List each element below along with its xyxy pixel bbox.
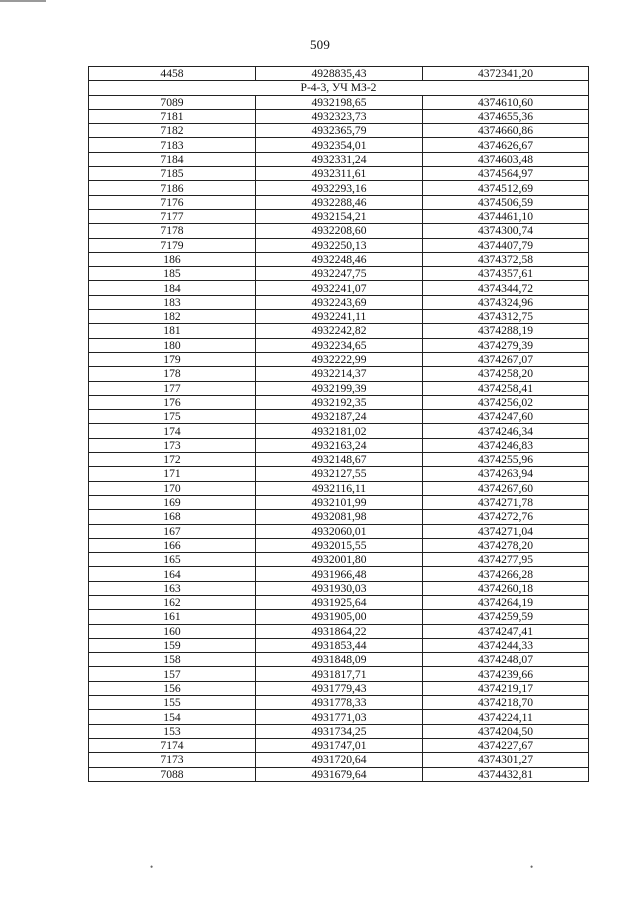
x-coordinate-cell: 4931925,64 [256,595,423,609]
x-coordinate-cell: 4931734,25 [256,724,423,738]
point-number-cell: 178 [89,367,256,381]
y-coordinate-cell: 4374564,97 [423,167,589,181]
point-number-cell: 7186 [89,181,256,195]
y-coordinate-cell: 4374279,39 [423,338,589,352]
x-coordinate-cell: 4931864,22 [256,624,423,638]
point-number-cell: 162 [89,595,256,609]
y-coordinate-cell: 4374271,78 [423,495,589,509]
y-coordinate-cell: 4374300,74 [423,224,589,238]
x-coordinate-cell: 4932187,24 [256,410,423,424]
x-coordinate-cell: 4932148,67 [256,453,423,467]
y-coordinate-cell: 4374272,76 [423,510,589,524]
x-coordinate-cell: 4932241,11 [256,310,423,324]
point-number-cell: 7185 [89,167,256,181]
table-row [89,538,589,552]
x-coordinate-cell: 4932293,16 [256,181,423,195]
point-number-cell: 183 [89,295,256,309]
y-coordinate-cell: 4374267,60 [423,481,589,495]
y-coordinate-cell: 4374324,96 [423,295,589,309]
x-coordinate-cell: 4932116,11 [256,481,423,495]
point-number-cell: 173 [89,438,256,452]
point-number-cell: 163 [89,581,256,595]
table-row [89,395,589,409]
table-row [89,767,589,781]
section-title: Р-4-3, УЧ МЗ-2 [89,81,589,95]
y-coordinate-cell: 4374224,11 [423,710,589,724]
y-coordinate-cell: 4374312,75 [423,310,589,324]
point-number-cell: 7184 [89,152,256,166]
y-coordinate-cell: 4374512,69 [423,181,589,195]
x-coordinate-cell: 4932331,24 [256,152,423,166]
table-row [89,181,589,195]
table-row [89,209,589,223]
x-coordinate-cell: 4932248,46 [256,252,423,266]
table-row [89,724,589,738]
table-row [89,481,589,495]
table-row [89,281,589,295]
y-coordinate-cell: 4374271,04 [423,524,589,538]
y-coordinate-cell: 4374239,66 [423,667,589,681]
point-number-cell: 180 [89,338,256,352]
y-coordinate-cell: 4374655,36 [423,109,589,123]
y-coordinate-cell: 4374506,59 [423,195,589,209]
x-coordinate-cell: 4931817,71 [256,667,423,681]
table-row [89,595,589,609]
table-row [89,195,589,209]
table-row [89,338,589,352]
x-coordinate-cell: 4931848,09 [256,653,423,667]
x-coordinate-cell: 4932222,99 [256,352,423,366]
y-coordinate-cell: 4374372,58 [423,252,589,266]
y-coordinate-cell: 4374247,41 [423,624,589,638]
table-row [89,152,589,166]
x-coordinate-cell: 4931966,48 [256,567,423,581]
table-row [89,438,589,452]
y-coordinate-cell: 4374278,20 [423,538,589,552]
y-coordinate-cell: 4374246,83 [423,438,589,452]
point-number-cell: 157 [89,667,256,681]
table-row [89,681,589,695]
x-coordinate-cell: 4932323,73 [256,109,423,123]
point-number-cell: 168 [89,510,256,524]
y-coordinate-cell: 4374277,95 [423,553,589,567]
table-row [89,653,589,667]
y-coordinate-cell: 4374227,67 [423,738,589,752]
x-coordinate-cell: 4932154,21 [256,209,423,223]
x-coordinate-cell: 4932234,65 [256,338,423,352]
table-row [89,710,589,724]
section-header-row [89,81,589,95]
table-row [89,467,589,481]
y-coordinate-cell: 4374344,72 [423,281,589,295]
point-number-cell: 176 [89,395,256,409]
x-coordinate-cell: 4932214,37 [256,367,423,381]
x-coordinate-cell: 4932198,65 [256,95,423,109]
y-coordinate-cell: 4374266,28 [423,567,589,581]
point-number-cell: 156 [89,681,256,695]
y-coordinate-cell: 4374264,19 [423,595,589,609]
y-coordinate-cell: 4374248,07 [423,653,589,667]
x-coordinate-cell: 4932127,55 [256,467,423,481]
table-row [89,295,589,309]
x-coordinate-cell: 4932354,01 [256,138,423,152]
point-number-cell: 7173 [89,753,256,767]
y-coordinate-cell: 4374260,18 [423,581,589,595]
table-row [89,124,589,138]
point-number-cell: 186 [89,252,256,266]
y-coordinate-cell: 4374259,59 [423,610,589,624]
x-coordinate-cell: 4931779,43 [256,681,423,695]
x-coordinate-cell: 4931853,44 [256,638,423,652]
point-number-cell: 177 [89,381,256,395]
x-coordinate-cell: 4931905,00 [256,610,423,624]
x-coordinate-cell: 4932192,35 [256,395,423,409]
y-coordinate-cell: 4372341,20 [423,67,589,81]
x-coordinate-cell: 4931778,33 [256,696,423,710]
x-coordinate-cell: 4931679,64 [256,767,423,781]
x-coordinate-cell: 4932242,82 [256,324,423,338]
y-coordinate-cell: 4374247,60 [423,410,589,424]
point-number-cell: 182 [89,310,256,324]
table-row [89,495,589,509]
table-row [89,310,589,324]
point-number-cell: 7176 [89,195,256,209]
table-row [89,453,589,467]
x-coordinate-cell: 4931747,01 [256,738,423,752]
y-coordinate-cell: 4374218,70 [423,696,589,710]
point-number-cell: 167 [89,524,256,538]
point-number-cell: 155 [89,696,256,710]
table-row [89,696,589,710]
y-coordinate-cell: 4374267,07 [423,352,589,366]
point-number-cell: 159 [89,638,256,652]
y-coordinate-cell: 4374219,17 [423,681,589,695]
y-coordinate-cell: 4374263,94 [423,467,589,481]
table-row [89,524,589,538]
point-number-cell: 185 [89,267,256,281]
point-number-cell: 161 [89,610,256,624]
y-coordinate-cell: 4374288,19 [423,324,589,338]
point-number-cell: 7182 [89,124,256,138]
x-coordinate-cell: 4932060,01 [256,524,423,538]
point-number-cell: 7183 [89,138,256,152]
point-number-cell: 171 [89,467,256,481]
y-coordinate-cell: 4374204,50 [423,724,589,738]
table-row [89,252,589,266]
x-coordinate-cell: 4932015,55 [256,538,423,552]
x-coordinate-cell: 4931720,64 [256,753,423,767]
point-number-cell: 7178 [89,224,256,238]
x-coordinate-cell: 4932288,46 [256,195,423,209]
table-row [89,510,589,524]
table-row [89,352,589,366]
point-number-cell: 158 [89,653,256,667]
point-number-cell: 175 [89,410,256,424]
point-number-cell: 172 [89,453,256,467]
x-coordinate-cell: 4932311,61 [256,167,423,181]
table-row [89,267,589,281]
point-number-cell: 7177 [89,209,256,223]
table-row [89,410,589,424]
coordinates-table [88,66,589,782]
x-coordinate-cell: 4932241,07 [256,281,423,295]
y-coordinate-cell: 4374255,96 [423,453,589,467]
y-coordinate-cell: 4374432,81 [423,767,589,781]
table-row [89,95,589,109]
coordinates-table-body [89,67,589,782]
table-row [89,667,589,681]
scan-dot: • [530,862,534,872]
y-coordinate-cell: 4374258,41 [423,381,589,395]
point-number-cell: 153 [89,724,256,738]
y-coordinate-cell: 4374258,20 [423,367,589,381]
table-row [89,610,589,624]
table-row [89,638,589,652]
table-row [89,238,589,252]
scan-dot: • [150,862,154,872]
y-coordinate-cell: 4374461,10 [423,209,589,223]
scan-corner-line [0,0,46,2]
point-number-cell: 169 [89,495,256,509]
point-number-cell: 164 [89,567,256,581]
x-coordinate-cell: 4931771,03 [256,710,423,724]
point-number-cell: 7174 [89,738,256,752]
y-coordinate-cell: 4374301,27 [423,753,589,767]
x-coordinate-cell: 4931930,03 [256,581,423,595]
x-coordinate-cell: 4932101,99 [256,495,423,509]
table-row [89,581,589,595]
point-number-cell: 181 [89,324,256,338]
y-coordinate-cell: 4374610,60 [423,95,589,109]
point-number-cell: 7088 [89,767,256,781]
x-coordinate-cell: 4932250,13 [256,238,423,252]
point-number-cell: 4458 [89,67,256,81]
table-row [89,424,589,438]
y-coordinate-cell: 4374246,34 [423,424,589,438]
table-row [89,138,589,152]
y-coordinate-cell: 4374407,79 [423,238,589,252]
x-coordinate-cell: 4932365,79 [256,124,423,138]
point-number-cell: 174 [89,424,256,438]
table-row [89,167,589,181]
x-coordinate-cell: 4932199,39 [256,381,423,395]
point-number-cell: 184 [89,281,256,295]
y-coordinate-cell: 4374244,33 [423,638,589,652]
x-coordinate-cell: 4932208,60 [256,224,423,238]
y-coordinate-cell: 4374357,61 [423,267,589,281]
x-coordinate-cell: 4928835,43 [256,67,423,81]
point-number-cell: 7181 [89,109,256,123]
table-row [89,367,589,381]
y-coordinate-cell: 4374603,48 [423,152,589,166]
x-coordinate-cell: 4932081,98 [256,510,423,524]
x-coordinate-cell: 4932247,75 [256,267,423,281]
table-row [89,624,589,638]
point-number-cell: 7179 [89,238,256,252]
table-row [89,109,589,123]
x-coordinate-cell: 4932243,69 [256,295,423,309]
point-number-cell: 166 [89,538,256,552]
y-coordinate-cell: 4374660,86 [423,124,589,138]
table-row [89,553,589,567]
point-number-cell: 165 [89,553,256,567]
point-number-cell: 179 [89,352,256,366]
table-row [89,738,589,752]
point-number-cell: 154 [89,710,256,724]
table-row [89,567,589,581]
point-number-cell: 160 [89,624,256,638]
x-coordinate-cell: 4932001,80 [256,553,423,567]
point-number-cell: 7089 [89,95,256,109]
x-coordinate-cell: 4932181,02 [256,424,423,438]
table-row [89,381,589,395]
page-number: 509 [309,37,331,52]
x-coordinate-cell: 4932163,24 [256,438,423,452]
point-number-cell: 170 [89,481,256,495]
table-row [89,324,589,338]
table-row [89,224,589,238]
table-row [89,753,589,767]
y-coordinate-cell: 4374626,67 [423,138,589,152]
y-coordinate-cell: 4374256,02 [423,395,589,409]
table-row [89,67,589,81]
